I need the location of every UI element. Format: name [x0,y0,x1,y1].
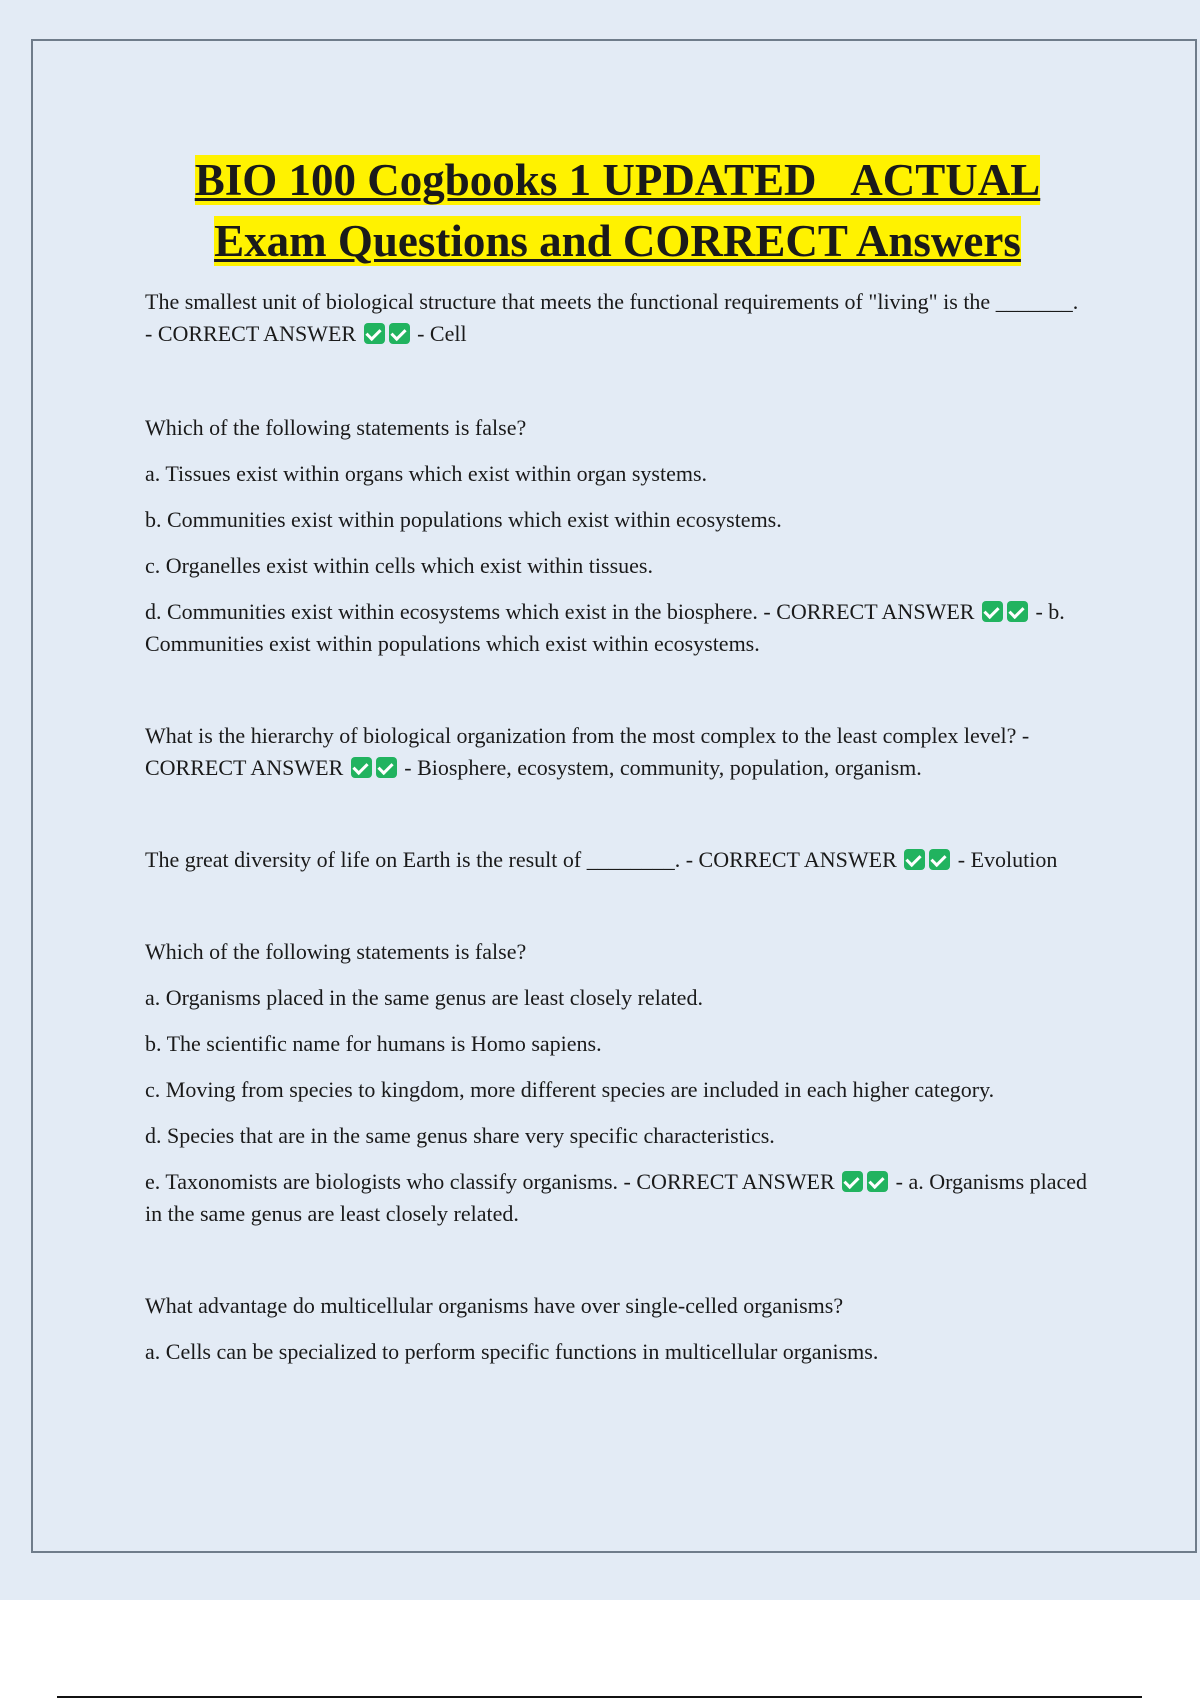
answer-line [145,720,1090,784]
line-text-before: d. Communities exist within ecosystems which exist in the biosphere. - CORRECT ANSWER [145,599,975,624]
question-line: c. Organelles exist within cells which exist within tissues. [145,553,653,578]
question-line: c. Moving from species to kingdom, more different species are included in each higher category. [145,1077,995,1102]
document-title [145,150,1090,272]
question-line: b. Communities exist within populations which exist within ecosystems. [145,507,782,532]
checkmark-icon [904,849,925,870]
checkmark-icon [929,849,950,870]
answer-line [145,844,1090,876]
question-block [145,936,1090,1230]
question-block [145,1290,1090,1368]
checkmark-icon [364,323,385,344]
question-line: a. Organisms placed in the same genus are least closely related. [145,985,703,1010]
checkmark-icon [867,1171,888,1192]
title-line-1: BIO 100 Cogbooks 1 UPDATED ACTUAL [194,155,1041,205]
question-line: Which of the following statements is false? [145,415,527,440]
line-text-before: e. Taxonomists are biologists who classify organisms. - CORRECT ANSWER [145,1169,835,1194]
checkmark-icon [1007,601,1028,622]
correct-answer-text: - Biosphere, ecosystem, community, population, organism. [404,755,922,780]
question-list [145,286,1090,1368]
correct-answer-text: - Evolution [957,847,1058,872]
page-bottom-rule [57,1696,1142,1698]
line-text-before: The great diversity of life on Earth is the result of ________. - CORRECT ANSWER [145,847,897,872]
answer-line [145,1166,1090,1230]
question-block [145,720,1090,784]
question-line: Which of the following statements is false? [145,939,527,964]
document-content [145,150,1090,1428]
correct-answer-text: - b. Communities exist within populations which exist within ecosystems. [145,599,1065,656]
checkmark-icon [842,1171,863,1192]
checkmark-icon [389,323,410,344]
question-line: b. The scientific name for humans is Homo sapiens. [145,1031,602,1056]
question-block [145,286,1090,350]
line-text-before: The smallest unit of biological structure that meets the functional requirements of "living" is the _______. - CORRECT ANSWER [145,289,1079,346]
question-block [145,844,1090,876]
answer-line [145,596,1090,660]
question-line: What advantage do multicellular organisms have over single-celled organisms? [145,1293,844,1318]
question-block [145,412,1090,660]
correct-answer-text: - Cell [417,321,467,346]
line-text-before: What is the hierarchy of biological organization from the most complex to the least complex level? - CORRECT ANSWER [145,723,1030,780]
checkmark-icon [982,601,1003,622]
correct-answer-text: - a. Organisms placed in the same genus are least closely related. [145,1169,1088,1226]
question-line: d. Species that are in the same genus share very specific characteristics. [145,1123,775,1148]
title-line-2: Exam Questions and CORRECT Answers [214,216,1021,266]
answer-line [145,286,1090,350]
question-line: a. Tissues exist within organs which exist within organ systems. [145,461,708,486]
question-line: a. Cells can be specialized to perform specific functions in multicellular organisms. [145,1339,879,1364]
checkmark-icon [351,757,372,778]
checkmark-icon [376,757,397,778]
